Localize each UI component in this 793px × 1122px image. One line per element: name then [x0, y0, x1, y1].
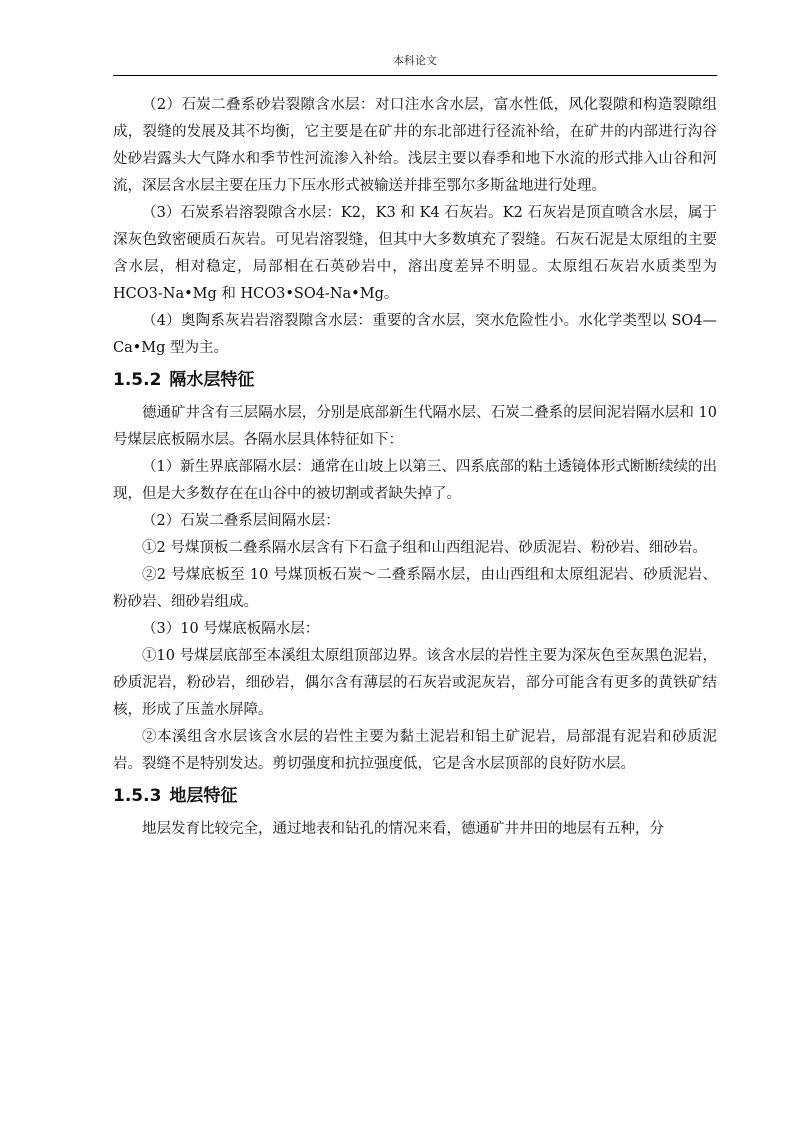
paragraph-aquiclude-2a: ①2 号煤顶板二叠系隔水层含有下石盒子组和山西组泥岩、砂质泥岩、粉砂岩、细砂岩。: [142, 540, 707, 556]
header-divider: [113, 75, 717, 76]
section-number: 1.5.3: [113, 786, 162, 806]
paragraph-aquifer-2: （2）石炭二叠系砂岩裂隙含水层：对口注水含水层，富水性低，风化裂隙和构造裂隙组成，裂缝的发展及其不均衡，它主要是在矿井的东北部进行径流补给，在矿井的内部进行沟谷处砂岩露头大气降水和季节性河流渗入补给。浅层主要以春季和地下水流的形式排入山谷和河流，深层含水层主要在压力下压水形式被输送并排至鄂尔多斯盆地进行处理。: [113, 97, 717, 194]
section-heading-1-5-2: [113, 366, 717, 395]
paragraph-aquifer-4: （4）奥陶系灰岩岩溶裂隙含水层：重要的含水层，突水危险性小。水化学类型以 SO4—Ca•Mg 型为主。: [113, 313, 717, 356]
section-number: 1.5.2: [113, 370, 162, 390]
paragraph-aquiclude-2b: ②2 号煤底板至 10 号煤顶板石炭～二叠系隔水层，由山西组和太原组泥岩、砂质泥岩、粉砂岩、细砂岩组成。: [113, 567, 717, 610]
section-title: 地层特征: [169, 786, 238, 806]
section-heading-1-5-3: [113, 782, 717, 811]
paragraph-aquiclude-1: （1）新生界底部隔水层：通常在山坡上以第三、四系底部的粘土透镜体形式断断续续的出现，但是大多数存在在山谷中的被切割或者缺失掉了。: [113, 459, 717, 502]
paragraph-aquiclude-intro: 德通矿井含有三层隔水层，分别是底部新生代隔水层、石炭二叠系的层间泥岩隔水层和 10 号煤层底板隔水层。各隔水层具体特征如下：: [113, 405, 717, 448]
section-title: 隔水层特征: [169, 370, 255, 390]
paragraph-aquiclude-2: （2）石炭二叠系层间隔水层：: [142, 513, 340, 529]
paragraph-aquiclude-3: （3）10 号煤底板隔水层：: [142, 621, 320, 637]
page-header: 本科论文: [393, 54, 437, 67]
paragraph-aquiclude-3a: ①10 号煤层底部至本溪组太原组顶部边界。该含水层的岩性主要为深灰色至灰黑色泥岩，砂质泥岩，粉砂岩，细砂岩，偶尔含有薄层的石灰岩或泥灰岩，部分可能含有更多的黄铁矿结核，形成了压盖水屏障。: [113, 648, 717, 718]
paragraph-aquifer-3: （3）石炭系岩溶裂隙含水层：K2，K3 和 K4 石灰岩。K2 石灰岩是顶直喷含水层，属于深灰色致密硬质石灰岩。可见岩溶裂缝，但其中大多数填充了裂缝。石灰石泥是太原组的主要含水层，相对稳定，局部相在石英砂岩中，溶出度差异不明显。太原组石灰岩水质类型为 HCO3-Na•Mg 和 HCO3•SO4-Na•Mg。: [113, 205, 717, 302]
paragraph-strata-intro: 地层发育比较完全，通过地表和钻孔的情况来看，德通矿井井田的地层有五种，分: [142, 821, 664, 837]
paragraph-aquiclude-3b: ②本溪组含水层该含水层的岩性主要为黏土泥岩和铝土矿泥岩，局部混有泥岩和砂质泥岩。裂缝不是特别发达。剪切强度和抗拉强度低，它是含水层顶部的良好防水层。: [113, 729, 717, 772]
document-body: [113, 92, 717, 843]
